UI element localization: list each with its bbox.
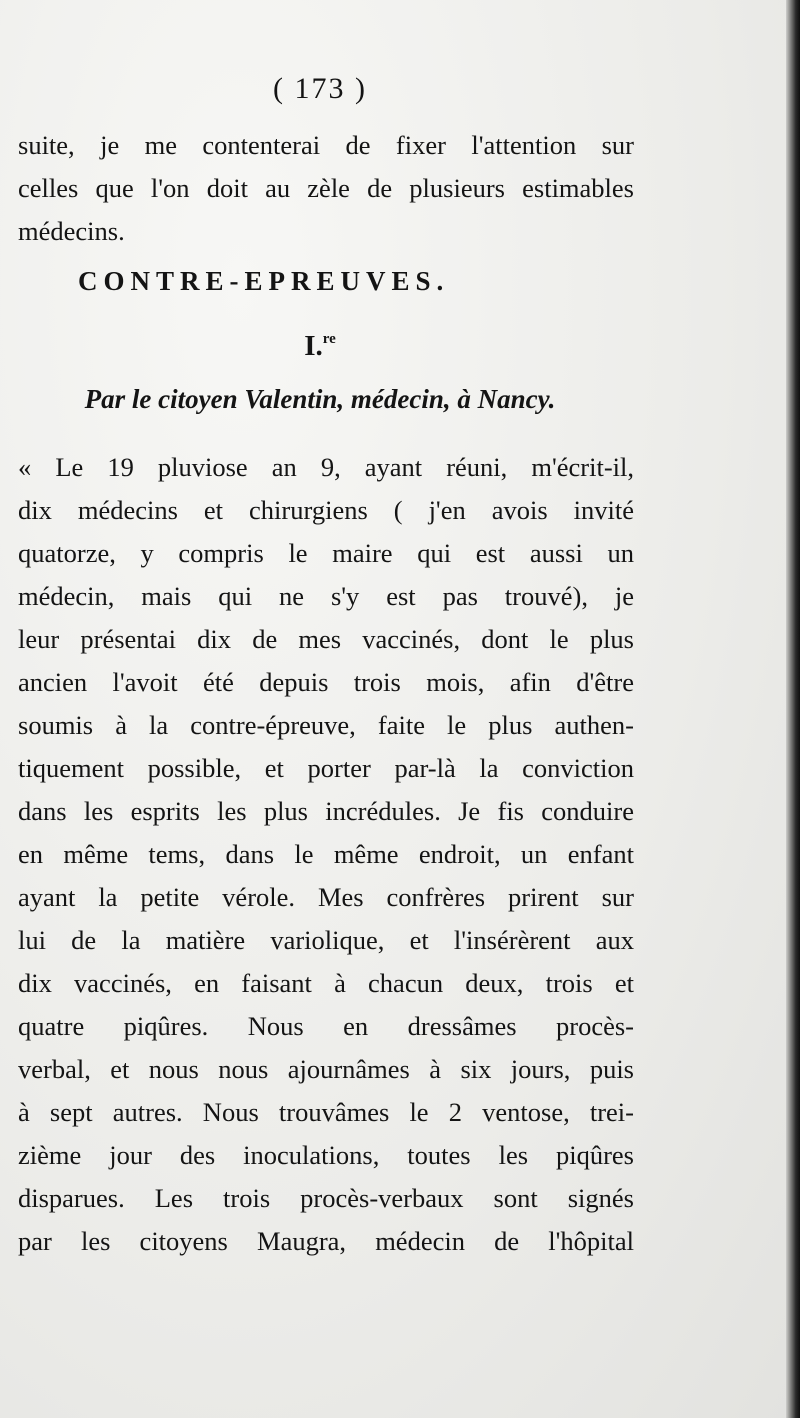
section-number-text: I. xyxy=(304,330,323,362)
text-line: lui de la matière variolique, et l'insérèrent aux xyxy=(18,925,634,955)
text-line: dans les esprits les plus incrédules. Je fis conduire xyxy=(18,796,634,826)
text-line: ancien l'avoit été depuis trois mois, afin d'être xyxy=(18,667,634,697)
text-line: quatre piqûres. Nous en dressâmes procès- xyxy=(18,1011,634,1041)
text-line: dix médecins et chirurgiens ( j'en avois invité xyxy=(18,495,634,525)
text-line: verbal, et nous nous ajournâmes à six jours, puis xyxy=(18,1054,634,1084)
text-line: soumis à la contre-épreuve, faite le plus authen- xyxy=(18,710,634,740)
text-line: zième jour des inoculations, toutes les piqûres xyxy=(18,1140,634,1170)
text-line: suite, je me contenterai de fixer l'attention sur xyxy=(18,130,634,160)
text-line: à sept autres. Nous trouvâmes le 2 ventose, trei- xyxy=(18,1097,634,1127)
main-paragraph xyxy=(18,446,634,1263)
page-number: ( 173 ) xyxy=(273,72,367,105)
text-line: médecins. xyxy=(18,216,125,246)
text-line: ayant la petite vérole. Mes confrères prirent sur xyxy=(18,882,634,912)
text-line: en même tems, dans le même endroit, un enfant xyxy=(18,839,634,869)
text-line: médecin, mais qui ne s'y est pas trouvé), je xyxy=(18,581,634,611)
text-line: quatorze, y compris le maire qui est aussi un xyxy=(18,538,634,568)
text-line: disparues. Les trois procès-verbaux sont signés xyxy=(18,1183,634,1213)
section-number xyxy=(0,330,640,363)
text-line: leur présentai dix de mes vaccinés, dont le plus xyxy=(18,624,634,654)
text-line: celles que l'on doit au zèle de plusieurs estimables xyxy=(18,173,634,203)
text-line: tiquement possible, et porter par-là la conviction xyxy=(18,753,634,783)
byline: Par le citoyen Valentin, médecin, à Nancy. xyxy=(84,384,556,414)
text-line: par les citoyens Maugra, médecin de l'hôpital xyxy=(18,1226,634,1256)
section-number-superscript: re xyxy=(322,331,336,347)
text-line: dix vaccinés, en faisant à chacun deux, trois et xyxy=(18,968,634,998)
text-line: « Le 19 pluviose an 9, ayant réuni, m'écrit-il, xyxy=(18,452,634,482)
intro-paragraph xyxy=(18,124,634,253)
page-edge-shadow xyxy=(786,0,800,1418)
section-heading: CONTRE-EPREUVES. xyxy=(78,266,450,296)
